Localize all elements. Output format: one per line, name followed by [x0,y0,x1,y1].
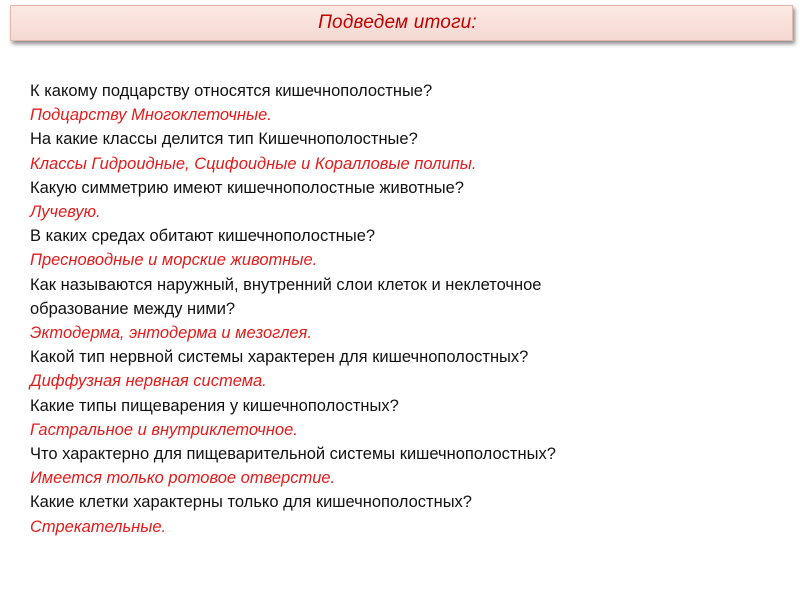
question-text: На какие классы делится тип Кишечнополостные? [30,130,418,149]
question-text: Какие типы пищеварения у кишечнополостных? [30,396,399,415]
question-text: Что характерно для пищеварительной системы кишечнополостных? [30,445,556,464]
question-text-continuation: образование между ними? [30,299,236,318]
answer-text: Имеется только ротовое отверстие. [30,469,336,488]
answer-text: Классы Гидроидные, Сцифоидные и Коралловые полипы. [30,154,477,173]
answer-text: Стрекательные. [30,517,167,536]
answer-text: Подцарству Многоклеточные. [30,106,272,125]
answer-text: Диффузная нервная система. [30,372,267,391]
question-text: В каких средах обитают кишечнополостные? [30,227,376,246]
question-text: Какой тип нервной системы характерен для кишечнополостных? [30,348,529,367]
question-text: К какому подцарству относятся кишечнополостные? [30,82,433,100]
answer-text: Гастральное и внутриклеточное. [30,420,298,439]
title-banner [10,5,793,41]
question-text: Какую симметрию имеют кишечнополостные животные? [30,178,464,197]
answer-text: Эктодерма, энтодерма и мезоглея. [30,324,312,343]
answer-text: Лучевую. [30,203,101,222]
slide-title: Подведем итоги: [318,12,477,33]
answer-text: Пресноводные и морские животные. [30,251,318,270]
question-text: Какие клетки характерны только для кишечнополостных? [30,493,472,512]
question-text: Как называются наружный, внутренний слои клеток и неклеточное [30,275,542,294]
question-answer-list [30,79,790,539]
